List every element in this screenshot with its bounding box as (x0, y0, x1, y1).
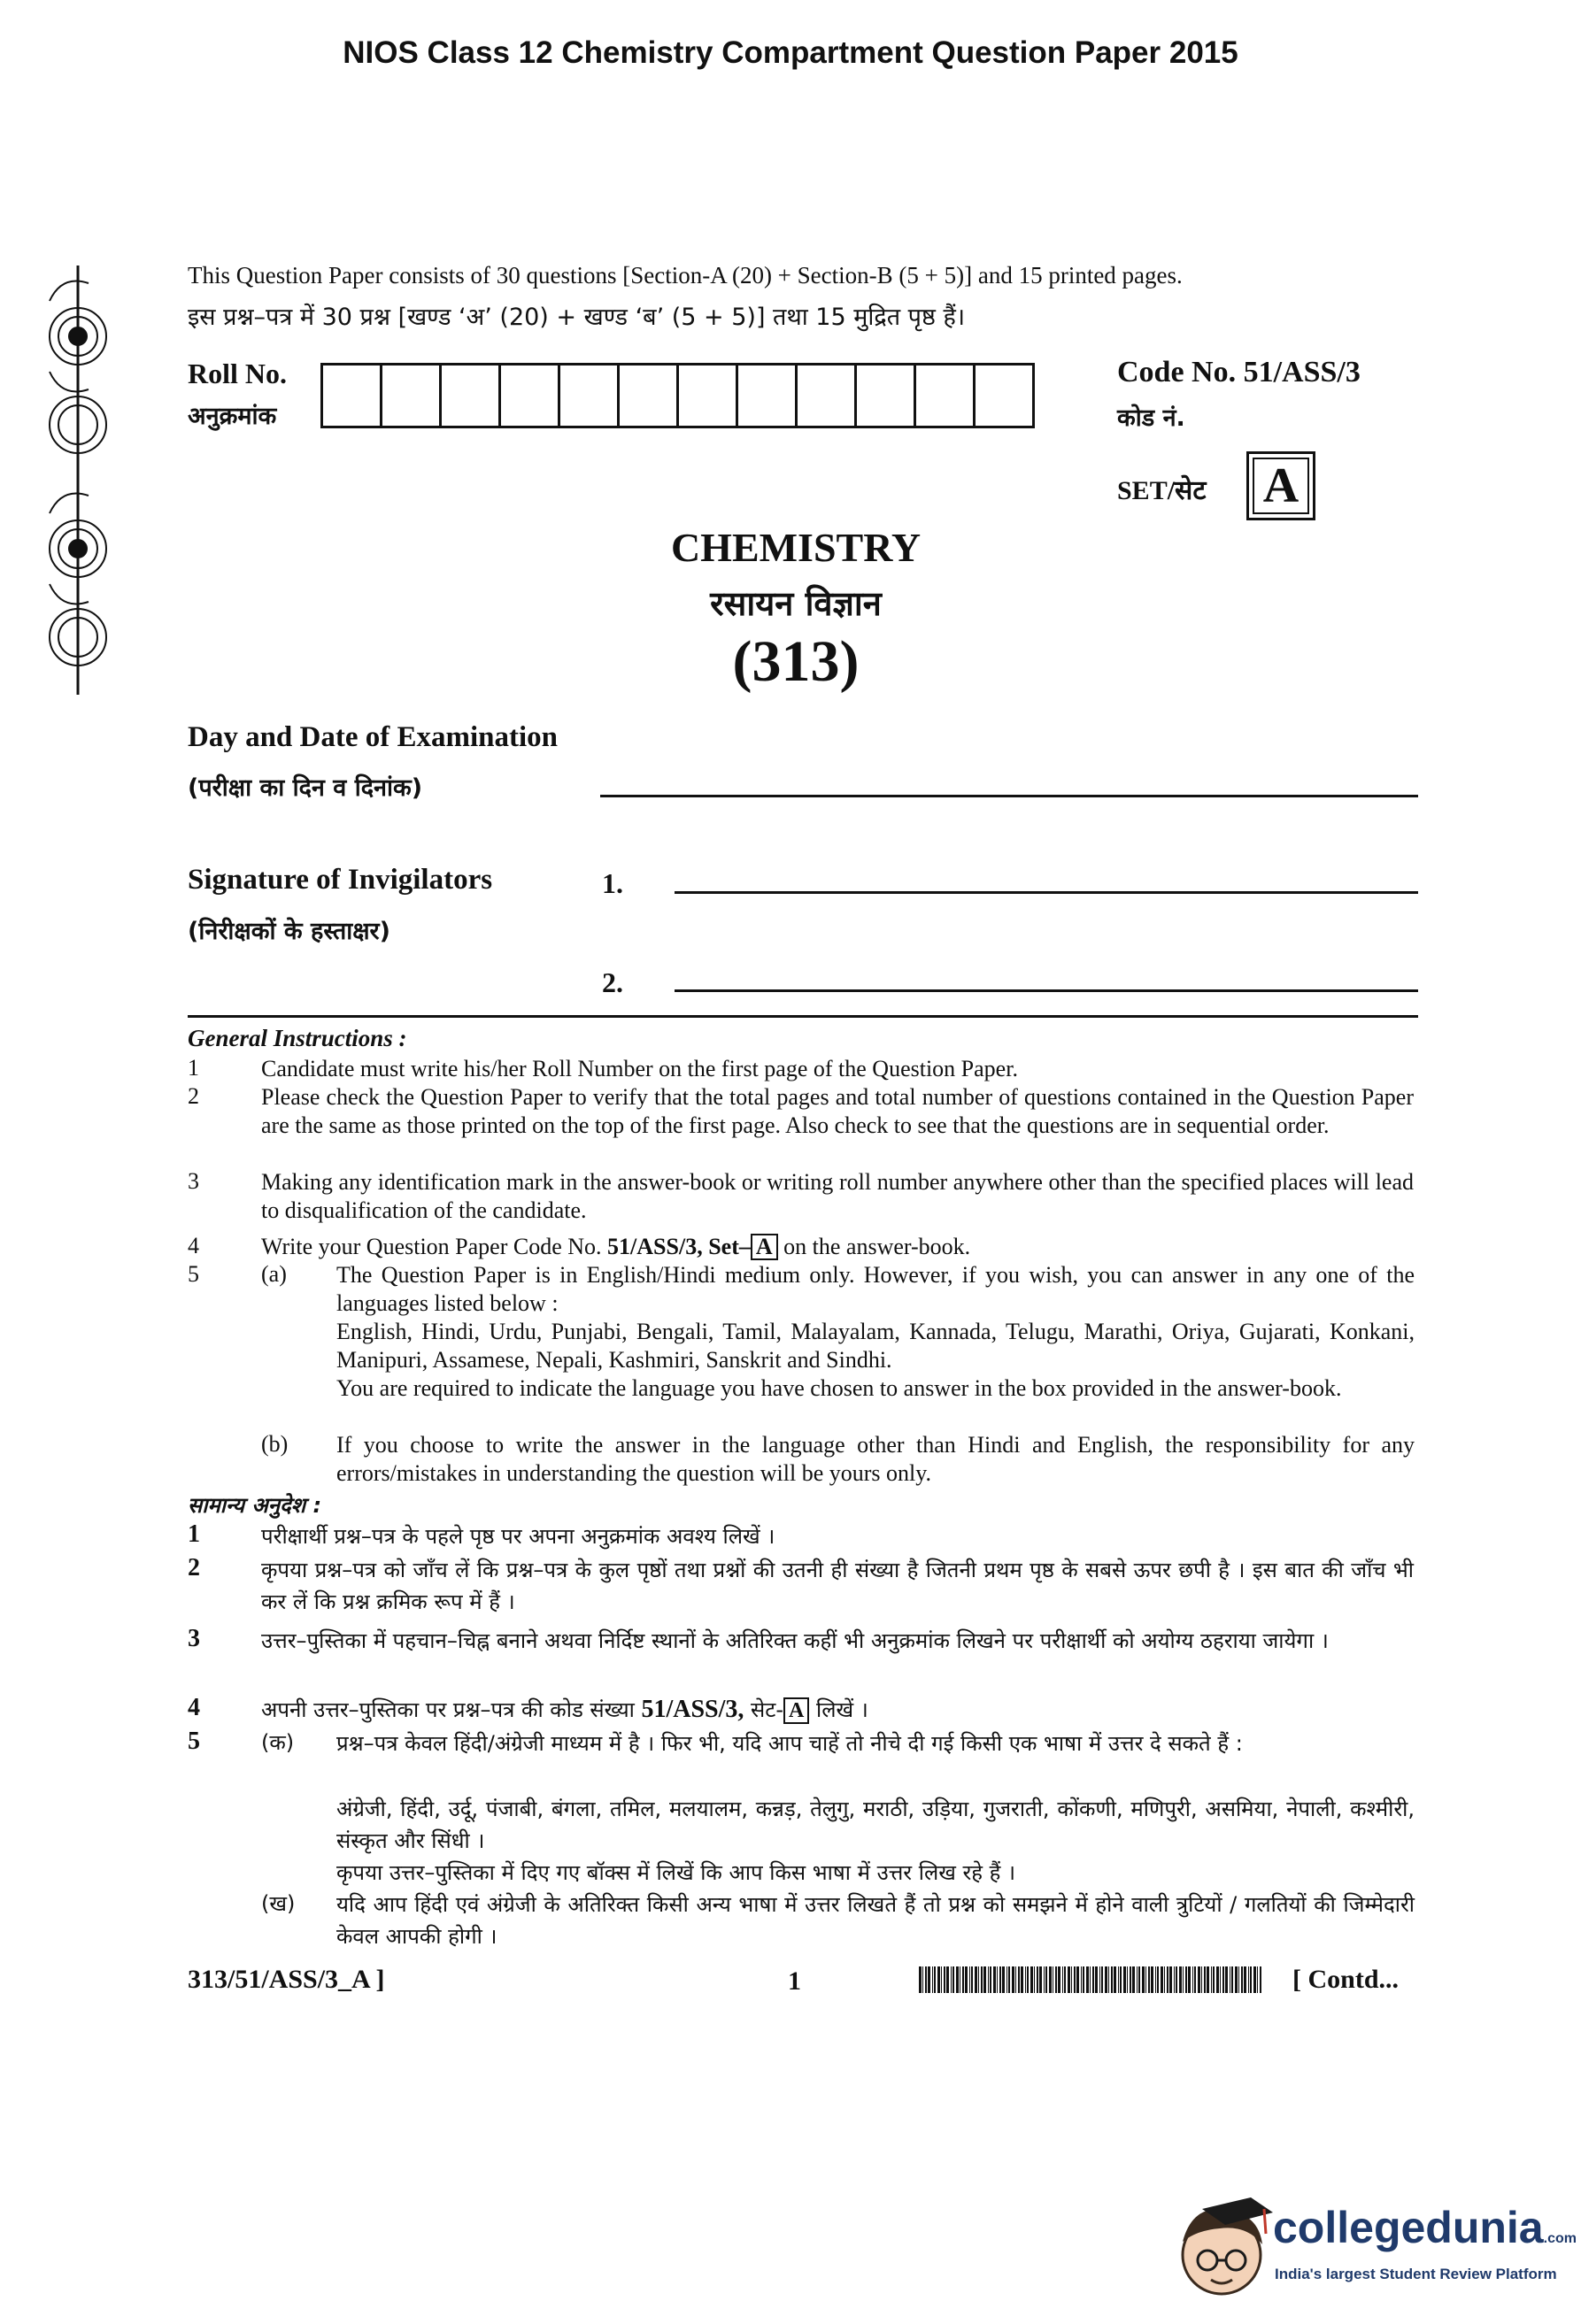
instruction-languages: English, Hindi, Urdu, Punjabi, Bengali, Tamil, Malayalam, Kannada, Telugu, Marathi, Oriya, Gujarati, Konkani, Manipuri, Assamese, Nepali, Kashmiri, Sanskrit and Sindhi. (336, 1319, 1415, 1373)
roll-number-digit-box[interactable] (320, 363, 382, 428)
roll-number-digit-box[interactable] (617, 363, 679, 428)
section-divider (188, 1015, 1418, 1018)
subject-name-english: CHEMISTRY (670, 525, 922, 570)
continued-label: [ Contd... (1292, 1965, 1400, 1994)
roll-no-label-hindi: अनुक्रमांक (188, 403, 277, 430)
instruction-sub-text-hindi: यदि आप हिंदी एवं अंग्रेजी के अतिरिक्त किसी अन्य भाषा में उत्तर लिखते हैं तो प्रश्न को समझने में होने वाली त्रुटियों / गलतियों की जिम्मेदारी केवल आपकी होगी । (336, 1892, 1415, 1949)
roll-number-digit-box[interactable] (498, 363, 560, 428)
logo-wordmark: collegedunia.com (1273, 2203, 1577, 2252)
roll-number-digit-box[interactable] (439, 363, 501, 428)
instruction-number: 1 (188, 1520, 200, 1548)
general-instructions-heading: General Instructions : (188, 1025, 407, 1051)
instruction-text-hindi: अपनी उत्तर–पुस्तिका पर प्रश्न–पत्र की कोड संख्या 51/ASS/3, सेट- A लिखें । (261, 1696, 868, 1723)
instruction-text: Making any identification mark in the answer-book or writing roll number anywhere other than the specified places will lead to disqualification of the candidate. (261, 1169, 1414, 1223)
instruction-sub-label: (a) (261, 1261, 287, 1287)
roll-number-boxes[interactable] (320, 363, 1035, 428)
set-box (1246, 451, 1315, 520)
instruction-sub-label: (b) (261, 1431, 289, 1457)
exam-date-label: Day and Date of Examination (188, 721, 559, 753)
instruction-number: 2 (188, 1083, 199, 1109)
roll-number-digit-box[interactable] (736, 363, 798, 428)
roll-number-digit-box[interactable] (380, 363, 442, 428)
instruction-languages-hindi: अंग्रेजी, हिंदी, उर्दू, पंजाबी, बंगला, तमिल, मलयालम, कन्नड़, तेलुगु, मराठी, उड़िया, गुजराती, कोंकणी, मणिपुरी, असमिया, नेपाली, कश्मीरी, संस्कृत और सिंधी । (336, 1797, 1415, 1853)
invigilators-label-hindi: (निरीक्षकों के हस्ताक्षर) (188, 918, 390, 945)
instruction-number: 1 (188, 1055, 199, 1081)
roll-no-label: Roll No. (188, 358, 287, 389)
set-inline-box: A (783, 1697, 809, 1724)
barcode-icon (919, 1966, 1264, 1993)
instruction-text: Please check the Question Paper to verify that the total pages and total number of questions contained in the Question Paper are the same as those printed on the top of the first page. Also check to see that the questions are in sequential order. (261, 1084, 1414, 1138)
set-inline-box: A (751, 1234, 778, 1260)
page-number: 1 (788, 1966, 801, 1996)
footer-paper-code: 313/51/ASS/3_A ] (188, 1965, 385, 1994)
invigilator-1-number: 1. (602, 867, 623, 899)
general-instructions-heading-hindi: सामान्य अनुदेश : (188, 1493, 322, 1518)
roll-number-digit-box[interactable] (676, 363, 738, 428)
roll-number-digit-box[interactable] (795, 363, 857, 428)
instruction-number: 4 (188, 1694, 200, 1721)
instruction-number: 4 (188, 1233, 199, 1258)
invigilator-1-signature-line[interactable] (675, 891, 1418, 894)
roll-number-digit-box[interactable] (914, 363, 976, 428)
intro-hindi: इस प्रश्न–पत्र में 30 प्रश्न [खण्ड ‘अ’ (20) + खण्ड ‘ब’ (5 + 5)] तथा 15 मुद्रित पृष्ठ हैं। (188, 304, 966, 331)
instruction-text-hindi: कृपया प्रश्न–पत्र को जाँच लें कि प्रश्न–पत्र के कुल पृष्ठों तथा प्रश्नों की उतनी ही संख्या है जितनी प्रथम पृष्ठ के सबसे ऊपर छपी है । इस बात की जाँच भी कर लें कि प्रश्न क्रमिक रूप में हैं । (261, 1558, 1414, 1614)
instruction-text-hindi: उत्तर–पुस्तिका में पहचान–चिह्न बनाने अथवा निर्दिष्ट स्थानों के अतिरिक्त कहीं भी अनुक्रमांक लिखने पर परीक्षार्थी को अयोग्य ठहराया जायेगा । (261, 1628, 1329, 1653)
instruction-note-hindi: कृपया उत्तर–पुस्तिका में दिए गए बॉक्स में लिखें कि आप किस भाषा में उत्तर लिख रहे हैं । (336, 1860, 1016, 1885)
instruction-number: 3 (188, 1625, 200, 1652)
exam-date-line[interactable] (600, 795, 1418, 797)
instruction-note: You are required to indicate the language you have chosen to answer in the box provided in the answer-book. (336, 1375, 1342, 1401)
subject-code: (313) (732, 629, 860, 694)
instruction-text-hindi: परीक्षार्थी प्रश्न–पत्र के पहले पृष्ठ पर अपना अनुक्रमांक अवश्य लिखें । (261, 1524, 775, 1549)
instruction-text: Candidate must write his/her Roll Number on the first page of the Question Paper. (261, 1056, 1018, 1081)
roll-number-digit-box[interactable] (558, 363, 620, 428)
instruction-sub-text-hindi: प्रश्न–पत्र केवल हिंदी/अंग्रेजी माध्यम में है । फिर भी, यदि आप चाहें तो नीचे दी गई किसी एक भाषा में उत्तर दे सकते हैं : (336, 1731, 1243, 1756)
invigilators-label: Signature of Invigilators (188, 864, 493, 896)
set-value: A (1253, 458, 1309, 514)
instruction-sub-label: (क) (261, 1730, 295, 1755)
set-label: SET/सेट (1117, 476, 1207, 505)
exam-date-label-hindi: (परीक्षा का दिन व दिनांक) (188, 774, 423, 802)
code-no-label: Code No. 51/ASS/3 (1117, 356, 1361, 389)
document-header-title: NIOS Class 12 Chemistry Compartment Question Paper 2015 (343, 35, 1238, 70)
instruction-number: 2 (188, 1554, 200, 1581)
roll-number-digit-box[interactable] (973, 363, 1035, 428)
roll-number-digit-box[interactable] (854, 363, 916, 428)
intro-english: This Question Paper consists of 30 questions [Section-A (20) + Section-B (5 + 5)] and 15 printed pages. (188, 262, 1183, 289)
instruction-number: 5 (188, 1728, 200, 1755)
instruction-sub-text: If you choose to write the answer in the language other than Hindi and English, the responsibility for any errors/mistakes in understanding the question will be yours only. (336, 1432, 1415, 1486)
instruction-sub-label: (ख) (261, 1891, 296, 1916)
instruction-number: 3 (188, 1168, 199, 1194)
subject-name-hindi: रसायन विज्ञान (710, 584, 882, 623)
instruction-sub-text: The Question Paper is in English/Hindi medium only. However, if you wish, you can answer in any one of the languages listed below : (336, 1262, 1415, 1316)
instruction-number: 5 (188, 1261, 199, 1287)
instruction-text: Write your Question Paper Code No. 51/ASS/3, Set– A on the answer-book. (261, 1234, 971, 1259)
invigilator-2-signature-line[interactable] (675, 989, 1418, 992)
invigilator-2-number: 2. (602, 966, 623, 998)
code-no-label-hindi: कोड नं. (1117, 404, 1185, 432)
logo-tagline: India's largest Student Review Platform (1275, 2266, 1557, 2282)
